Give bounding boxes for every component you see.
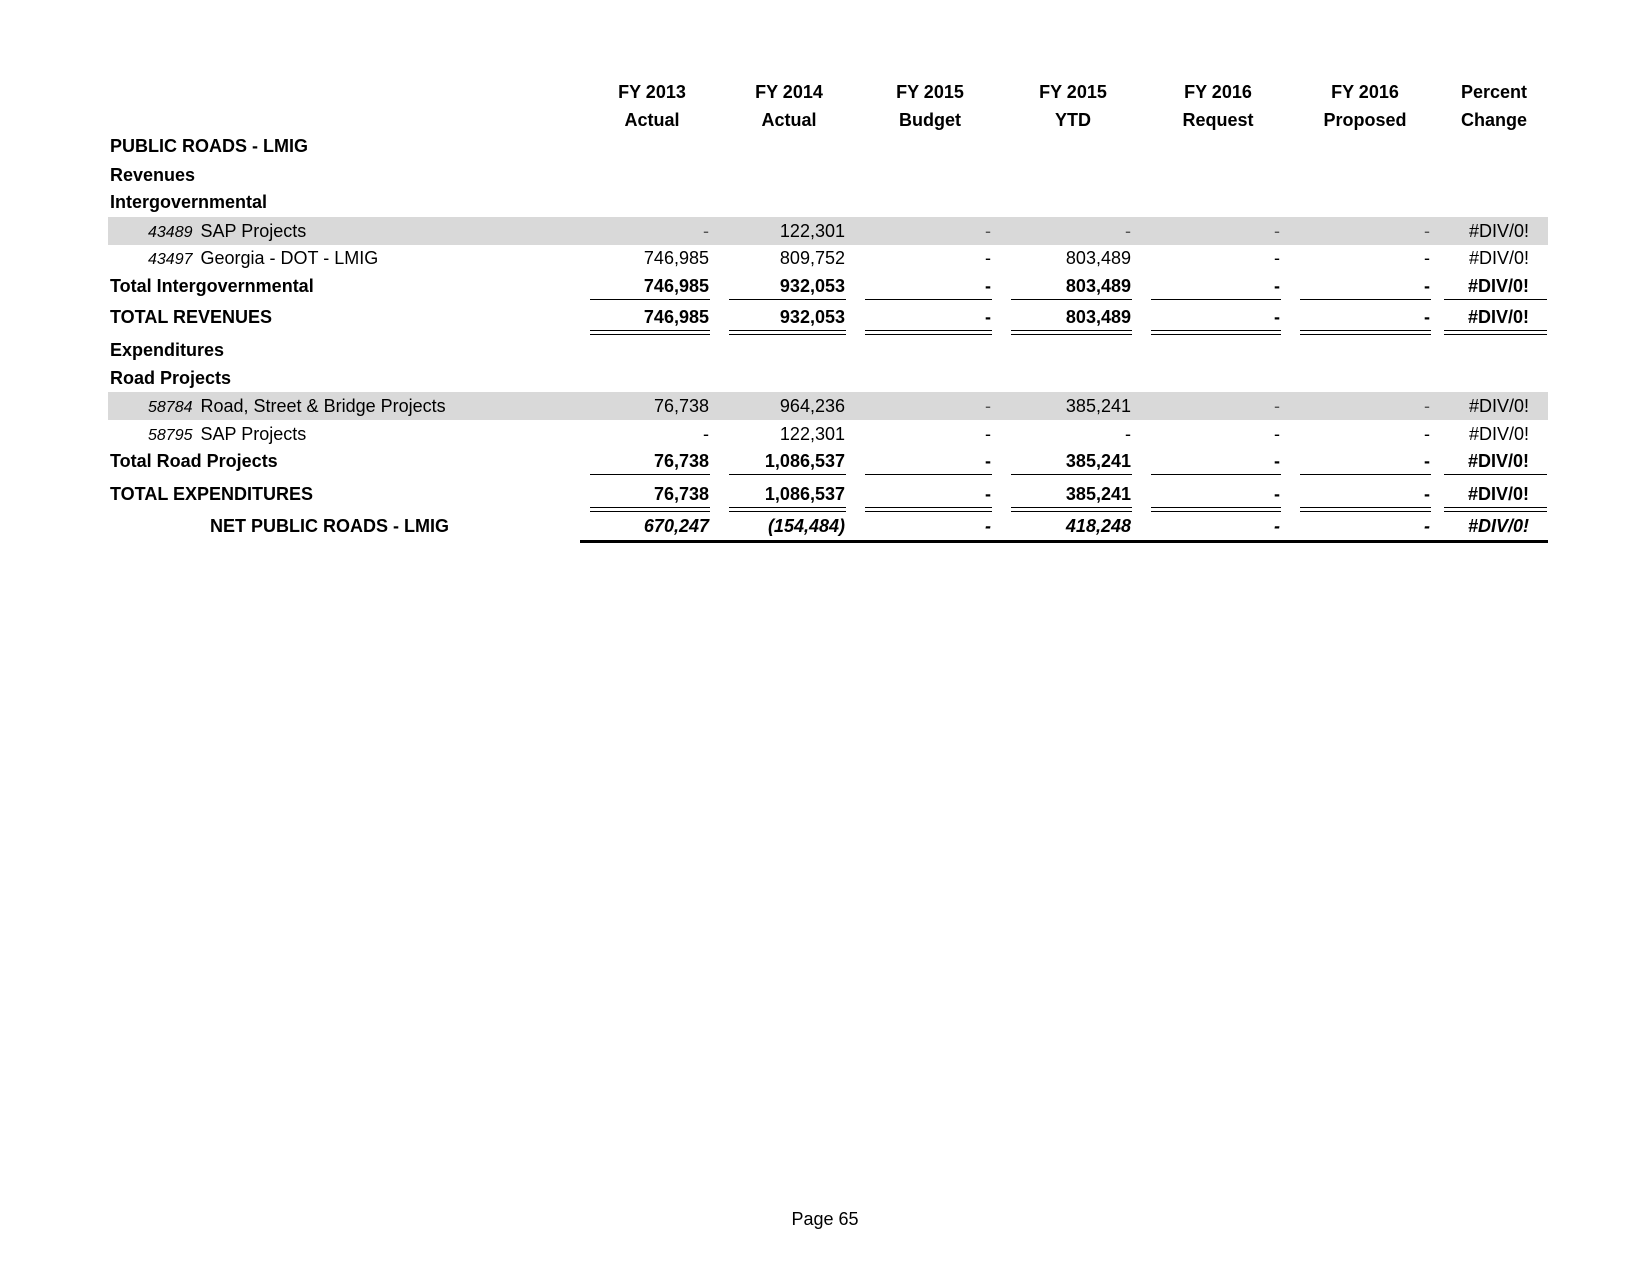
row-label-text: Intergovernmental bbox=[110, 192, 268, 212]
value-cell: 1,086,537 bbox=[764, 484, 845, 504]
value-cell: - bbox=[985, 307, 991, 327]
value-cell: - bbox=[985, 276, 991, 296]
double-underline bbox=[865, 330, 992, 335]
value-cell: - bbox=[1424, 221, 1430, 241]
value-cell: #DIV/0! bbox=[1468, 424, 1529, 444]
column-header-line: FY 2013 bbox=[618, 82, 686, 102]
column-header bbox=[1429, 78, 1559, 134]
value-cell: 670,247 bbox=[643, 516, 709, 536]
row-label-text: SAP Projects bbox=[200, 221, 307, 241]
value-cell: 385,241 bbox=[1065, 396, 1131, 416]
row-label-text: Total Intergovernmental bbox=[110, 276, 314, 296]
table-row bbox=[108, 217, 1548, 245]
single-underline bbox=[1300, 474, 1431, 475]
section-row bbox=[108, 336, 1548, 364]
single-underline bbox=[590, 474, 710, 475]
total-row bbox=[108, 303, 1548, 331]
value-cell: #DIV/0! bbox=[1468, 396, 1529, 416]
single-underline bbox=[1300, 299, 1431, 300]
column-header bbox=[1153, 78, 1283, 134]
single-underline bbox=[1444, 474, 1547, 475]
account-code: 58784 bbox=[148, 399, 193, 416]
value-cell: - bbox=[985, 484, 991, 504]
value-cell: 122,301 bbox=[779, 424, 845, 444]
column-header-line: FY 2016 bbox=[1331, 82, 1399, 102]
section-row bbox=[108, 364, 1548, 392]
account-code: 58795 bbox=[148, 427, 193, 444]
value-cell: - bbox=[1424, 484, 1430, 504]
double-underline bbox=[1151, 330, 1281, 335]
column-header-line: Actual bbox=[761, 110, 817, 130]
net-row bbox=[108, 512, 1548, 540]
value-cell: 746,985 bbox=[643, 248, 709, 268]
section-row bbox=[108, 161, 1548, 189]
double-underline bbox=[1444, 330, 1547, 335]
value-cell: 418,248 bbox=[1065, 516, 1131, 536]
value-cell: - bbox=[985, 396, 991, 416]
double-underline bbox=[729, 330, 846, 335]
single-underline bbox=[1011, 474, 1132, 475]
double-underline bbox=[1011, 330, 1132, 335]
value-cell: - bbox=[1274, 396, 1280, 416]
row-label-text: TOTAL EXPENDITURES bbox=[110, 484, 314, 504]
value-cell: 932,053 bbox=[779, 307, 845, 327]
title-row bbox=[108, 132, 1548, 160]
value-cell: 964,236 bbox=[779, 396, 845, 416]
value-cell: - bbox=[1424, 396, 1430, 416]
single-underline bbox=[729, 299, 846, 300]
value-cell: 385,241 bbox=[1065, 484, 1131, 504]
value-cell: 76,738 bbox=[653, 451, 709, 471]
value-cell: - bbox=[1424, 424, 1430, 444]
table-row bbox=[108, 244, 1548, 272]
value-cell: - bbox=[1274, 451, 1280, 471]
single-underline bbox=[1151, 299, 1281, 300]
value-cell: - bbox=[1274, 484, 1280, 504]
row-label bbox=[110, 136, 308, 157]
value-cell: 122,301 bbox=[779, 221, 845, 241]
value-cell: #DIV/0! bbox=[1467, 484, 1529, 504]
value-cell: - bbox=[985, 221, 991, 241]
value-cell: #DIV/0! bbox=[1468, 248, 1529, 268]
column-header-line: FY 2015 bbox=[1039, 82, 1107, 102]
total-row bbox=[108, 447, 1548, 475]
value-cell: - bbox=[985, 248, 991, 268]
row-label bbox=[210, 516, 449, 537]
value-cell: 76,738 bbox=[653, 484, 709, 504]
column-header-line: Request bbox=[1182, 110, 1254, 130]
value-cell: - bbox=[985, 424, 991, 444]
column-header bbox=[1008, 78, 1138, 134]
value-cell: 803,489 bbox=[1065, 248, 1131, 268]
row-label bbox=[110, 484, 313, 505]
column-header-line: Change bbox=[1460, 110, 1527, 130]
account-code: 43489 bbox=[148, 224, 193, 241]
row-label bbox=[110, 368, 231, 389]
row-label-text: Total Road Projects bbox=[110, 451, 278, 471]
value-cell: - bbox=[1274, 221, 1280, 241]
row-label-text: Road Projects bbox=[110, 368, 232, 388]
single-underline bbox=[590, 299, 710, 300]
column-header-line: FY 2015 bbox=[896, 82, 964, 102]
value-cell: #DIV/0! bbox=[1467, 307, 1529, 327]
value-cell: - bbox=[1274, 248, 1280, 268]
value-cell: 932,053 bbox=[779, 276, 845, 296]
row-label-text: Georgia - DOT - LMIG bbox=[200, 248, 379, 268]
row-label-text: SAP Projects bbox=[200, 424, 307, 444]
column-header-line: Percent bbox=[1460, 82, 1528, 102]
value-cell: 746,985 bbox=[643, 307, 709, 327]
row-label-text: PUBLIC ROADS - LMIG bbox=[110, 136, 308, 156]
value-cell: - bbox=[703, 221, 709, 241]
double-underline bbox=[1300, 330, 1431, 335]
column-header bbox=[1300, 78, 1430, 134]
row-label-text: TOTAL REVENUES bbox=[110, 307, 273, 327]
value-cell: 746,985 bbox=[643, 276, 709, 296]
column-header bbox=[587, 78, 717, 134]
value-cell: 76,738 bbox=[653, 396, 709, 416]
row-label bbox=[110, 192, 267, 213]
column-header bbox=[865, 78, 995, 134]
value-cell: 803,489 bbox=[1065, 276, 1131, 296]
value-cell: 809,752 bbox=[779, 248, 845, 268]
value-cell: - bbox=[985, 451, 991, 471]
value-cell: - bbox=[1274, 424, 1280, 444]
column-header-line: Budget bbox=[899, 110, 961, 130]
page-number: Page 65 bbox=[791, 1209, 859, 1229]
value-cell: - bbox=[703, 424, 709, 444]
value-cell: #DIV/0! bbox=[1467, 451, 1529, 471]
value-cell: #DIV/0! bbox=[1467, 516, 1529, 536]
value-cell: - bbox=[1424, 451, 1430, 471]
total-row bbox=[108, 272, 1548, 300]
row-label bbox=[148, 221, 306, 242]
value-cell: - bbox=[1424, 276, 1430, 296]
value-cell: - bbox=[1274, 516, 1280, 536]
single-underline bbox=[865, 474, 992, 475]
value-cell: (154,484) bbox=[767, 516, 845, 536]
column-header-line: FY 2016 bbox=[1184, 82, 1252, 102]
section-row bbox=[108, 188, 1548, 216]
row-label bbox=[110, 165, 195, 186]
value-cell: - bbox=[1125, 424, 1131, 444]
row-label bbox=[110, 451, 278, 472]
thick-underline bbox=[580, 540, 1548, 543]
single-underline bbox=[865, 299, 992, 300]
row-label bbox=[148, 424, 306, 445]
table-row bbox=[108, 392, 1548, 420]
total-row bbox=[108, 480, 1548, 508]
row-label-text: Road, Street & Bridge Projects bbox=[200, 396, 446, 416]
value-cell: - bbox=[1274, 307, 1280, 327]
row-label-text: NET PUBLIC ROADS - LMIG bbox=[210, 516, 449, 536]
single-underline bbox=[1151, 474, 1281, 475]
row-label bbox=[110, 340, 224, 361]
value-cell: 385,241 bbox=[1065, 451, 1131, 471]
value-cell: 803,489 bbox=[1065, 307, 1131, 327]
column-header-line: YTD bbox=[1055, 110, 1091, 130]
row-label bbox=[110, 276, 314, 297]
value-cell: - bbox=[985, 516, 991, 536]
double-underline bbox=[590, 330, 710, 335]
table-row bbox=[108, 420, 1548, 448]
account-code: 43497 bbox=[148, 251, 193, 268]
column-header bbox=[724, 78, 854, 134]
single-underline bbox=[1011, 299, 1132, 300]
value-cell: #DIV/0! bbox=[1467, 276, 1529, 296]
single-underline bbox=[1444, 299, 1547, 300]
value-cell: #DIV/0! bbox=[1468, 221, 1529, 241]
value-cell: - bbox=[1424, 307, 1430, 327]
column-header-line: FY 2014 bbox=[755, 82, 823, 102]
column-header-line: Actual bbox=[624, 110, 680, 130]
row-label bbox=[110, 307, 272, 328]
value-cell: - bbox=[1424, 248, 1430, 268]
row-label bbox=[148, 396, 446, 417]
single-underline bbox=[729, 474, 846, 475]
value-cell: - bbox=[1125, 221, 1131, 241]
value-cell: - bbox=[1274, 276, 1280, 296]
value-cell: 1,086,537 bbox=[764, 451, 845, 471]
row-label bbox=[148, 248, 378, 269]
value-cell: - bbox=[1424, 516, 1430, 536]
row-label-text: Expenditures bbox=[110, 340, 225, 360]
row-label-text: Revenues bbox=[110, 165, 196, 185]
column-header-line: Proposed bbox=[1323, 110, 1407, 130]
